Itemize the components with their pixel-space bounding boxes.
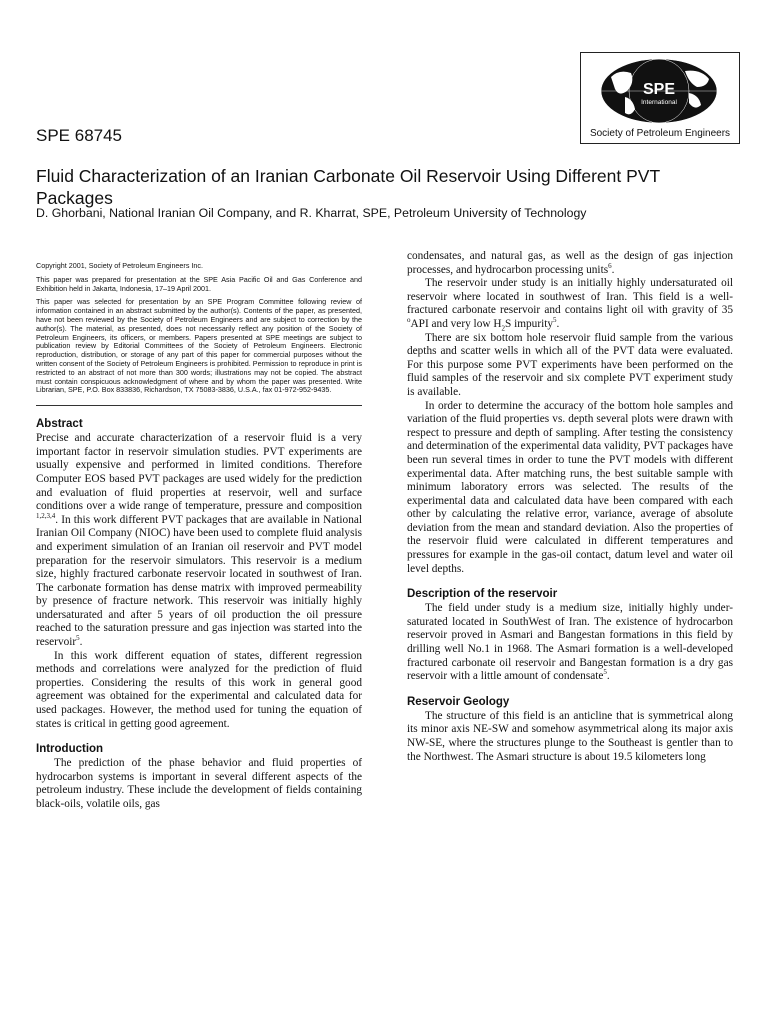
right-column [407, 250, 733, 764]
spe-logo [580, 52, 740, 144]
description-paragraph-1: The field under study is a medium size, initially highly under-saturated located in SouthWest of Iran. The existence of hydrocarbon reservoir proved in Asmari and Bangestan formations in this field by drilling well No.1 in 1968. The Asmari formation is a well-developed fractured carbonate oil reservoir and Bangestan formation is a dry gas reservoir with a little amount of condensate$^5$. [407, 602, 733, 683]
section-divider [36, 405, 362, 406]
abstract-paragraph-1: Precise and accurate characterization of a reservoir fluid is a very important factor in reservoir simulation studies. PVT experiments are usually expensive and performed in limited conditions. Therefore Computer EOS based PVT packages are used widely for the prediction and evaluation of fluid properties at reservoir, well and surface conditions over a wide range of temperature, pressure and composition $^{1,2,3,4}$. In this work different PVT packages that are available in National Iranian Oil Company (NIOC) have been used to complete fluid analysis and experiment simulation of an Iranian oil reservoir and PVT model preparation for the reservoir simulators. This reservoir is a medium size, highly fractured carbonate reservoir located in southwest of Iran. The carbonate formation has dense matrix with improved permeability by presence of fracture network. This reservoir was initially highly undersaturated and after 5 years of oil production the oil pressure reached to the saturation pressure and gas injection was started into the reservoir$^5$. [36, 432, 362, 649]
geology-paragraph-1: The structure of this field is an anticline that is symmetrical along its minor axis NE-SW and somehow asymmetrical along its major axis NW-SE, where the structures plunge to the Southeast is gentler than to the Northwest. The Asmari structure is about 19.5 kilometers long [407, 709, 733, 763]
introduction-paragraph-1-cont: condensates, and natural gas, as well as the design of gas injection processes, and hydrocarbon processing units$^6$. [407, 250, 733, 276]
introduction-paragraph-3: There are six bottom hole reservoir fluid sample from the various depths and scatter wells in which all of the PVT data were evaluated. For this purpose some PVT experiments have been performed on the fluid samples of the reservoir and six complete PVT experiment study is available. [407, 331, 733, 398]
svg-text:International: International [641, 99, 677, 106]
introduction-heading: Introduction [36, 743, 104, 756]
svg-text:SPE: SPE [642, 81, 676, 98]
paper-title: Fluid Characterization of an Iranian Carbonate Oil Reservoir Using Different PVT Packages [36, 166, 660, 208]
globe-icon [589, 57, 729, 127]
abstract-heading: Abstract [36, 418, 83, 431]
description-heading: Description of the reservoir [407, 588, 558, 601]
copyright-notice: Copyright 2001, Society of Petroleum Engineers Inc. [36, 261, 204, 270]
introduction-paragraph-2: The reservoir under study is an initially highly undersaturated oil reservoir where located in southwest of Iran. This field is a well-fractured carbonate reservoir and contains light oil with gravity of 35 $^o$API and very low $H_2S$ impurity$^5$. [407, 277, 733, 333]
logo-caption: Society of Petroleum Engineers [589, 128, 731, 139]
abstract-paragraph-2: In this work different equation of states, different regression methods and correlations were analyzed for the prediction of fluid properties. Considering the results of this work in general good agreement was obtained for the experimental and calculated data for used packages. However, the method used for tuning the equation of states is critical in getting good agreement. [36, 649, 362, 730]
review-notice: This paper was selected for presentation by an SPE Program Committee following review of information contained in an abstract submitted by the author(s). Contents of the paper, as presented, have not been reviewed by the Society of Petroleum Engineers and are subject to correction by the author(s). The material, as presented, does not necessarily reflect any position of the Society of Petroleum Engineers, its officers, or members. Papers presented at SPE meetings are subject to publication review by Editorial Committees of the Society of Petroleum Engineers. Electronic reproduction, distribution, or storage of any part of this paper for commercial purposes without the written consent of the Society of Petroleum Engineers is prohibited. Permission to reproduce in print is restricted to an abstract of not more than 300 words; illustrations may not be copied. The abstract must contain conspicuous acknowledgment of where and by whom the paper was presented. Write Librarian, SPE, P.O. Box 833836, Richardson, TX 75083-3836, U.S.A., fax 01-972-952-9435. [36, 297, 362, 395]
geology-heading: Reservoir Geology [407, 695, 510, 708]
paper-authors: D. Ghorbani, National Iranian Oil Company, and R. Kharrat, SPE, Petroleum University of Technology [36, 206, 587, 220]
left-column [36, 250, 362, 812]
introduction-paragraph-4: In order to determine the accuracy of the bottom hole samples and variation of the fluid properties vs. depth several plots were drawn with respect to pressure and depth of sampling. After testing the consistency and determination of the experimental data validity, PVT packages have been run several times in order to tune the PVT models with different experimental data. After matching runs, the best suitable sample with minimum laboratory errors was selected. The results of the experimental data and calculated data have been compared with each other by calculating the relative error, variance, average of absolute deviation from the mean and standard deviation. Also the properties of the reservoir fluid were calculated in different temperatures and pressures for example in the gas-oil contact, datum level and water oil level depths. [407, 399, 733, 575]
paper-number: SPE 68745 [36, 126, 123, 145]
introduction-paragraph-1: The prediction of the phase behavior and fluid properties of hydrocarbon systems is important in several different aspects of the petroleum industry. These include the development of fields containing black-oils, volatile oils, gas [36, 757, 362, 810]
presentation-notice: This paper was prepared for presentation at the SPE Asia Pacific Oil and Gas Conference and Exhibition held in Jakarta, Indonesia, 17–19 April 2001. [36, 274, 362, 293]
